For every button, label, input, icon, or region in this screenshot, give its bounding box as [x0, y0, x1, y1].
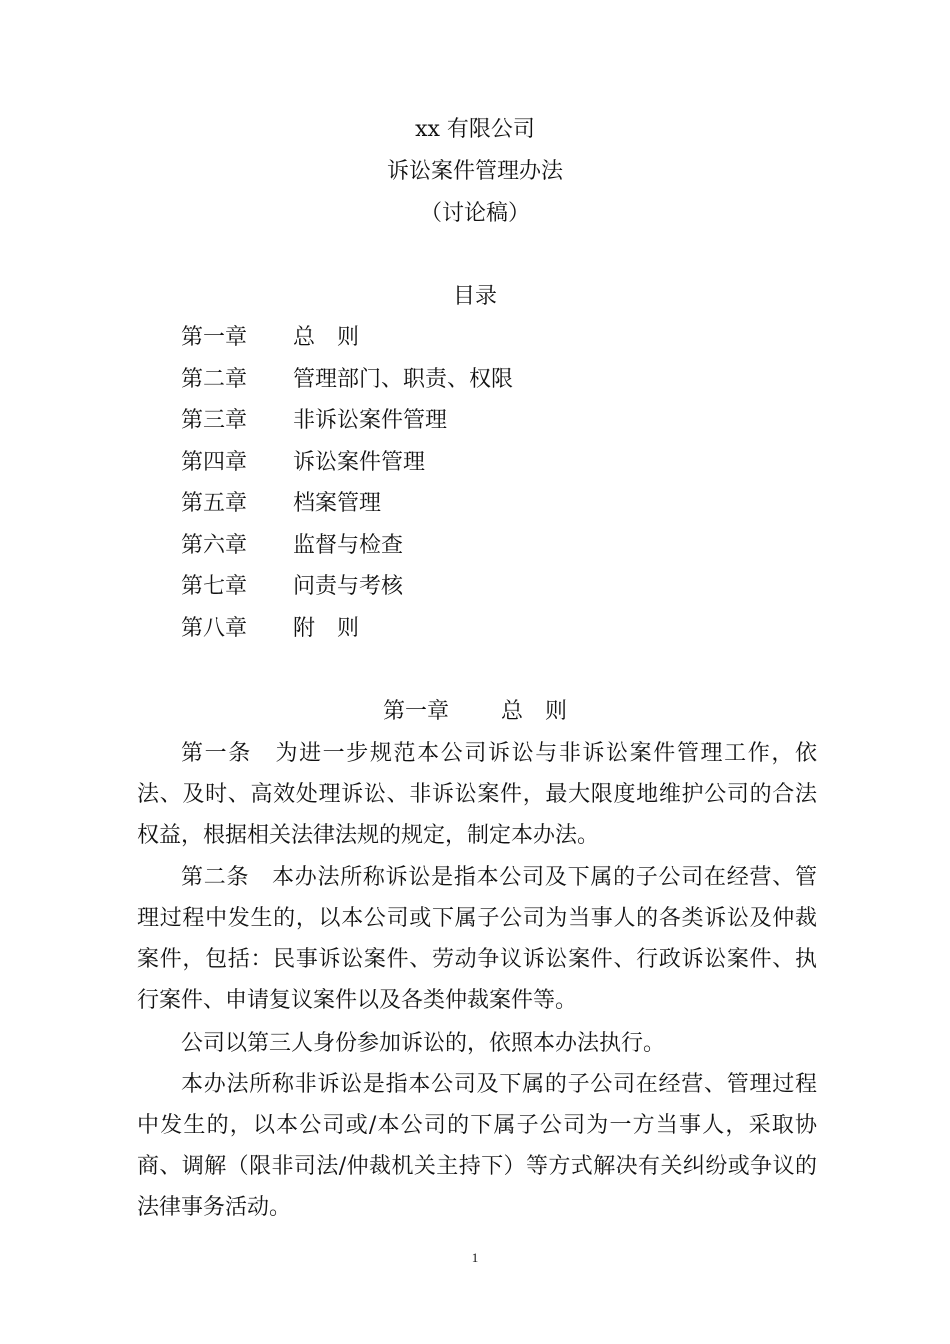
toc-chapter-number: 第四章 [181, 450, 248, 475]
toc-chapter-number: 第七章 [181, 574, 248, 599]
company-name: xx 有限公司 [415, 117, 535, 142]
article-1 [137, 733, 817, 856]
toc-chapter-title: 总 则 [293, 325, 360, 350]
toc-chapter-number: 第八章 [181, 616, 248, 641]
toc-chapter-number: 第一章 [181, 325, 248, 350]
toc-chapter-title: 非诉讼案件管理 [293, 408, 448, 433]
chapter-title: 总 则 [501, 699, 568, 724]
toc-heading: 目录 [452, 284, 497, 309]
article-2 [137, 857, 817, 1021]
toc-chapter-number: 第五章 [181, 491, 248, 516]
article-text: 本办法所称诉讼是指本公司及下属的子公司在经营、管理过程中发生的，以本公司或下属子公司为当事人的各类诉讼及仲裁案件，包括：民事诉讼案件、劳动争议诉讼案件、行政诉讼案件、执行案件、申请复议案件以及各类仲裁案件等。 [137, 865, 817, 1013]
toc-chapter-title: 档案管理 [293, 491, 382, 516]
toc-chapter-title: 管理部门、职责、权限 [293, 367, 514, 392]
draft-note: （讨论稿） [419, 201, 530, 226]
page-number: 1 [471, 1250, 479, 1265]
paragraph-third-party: 公司以第三人身份参加诉讼的，依照本办法执行。 [181, 1031, 666, 1056]
toc-chapter-title: 诉讼案件管理 [293, 450, 426, 475]
document-title: 诉讼案件管理办法 [386, 159, 563, 184]
chapter-heading [0, 697, 950, 727]
toc-chapter-title: 监督与检查 [293, 533, 404, 558]
toc-chapter-number: 第三章 [181, 408, 248, 433]
toc-chapter-number: 第二章 [181, 367, 248, 392]
paragraph-non-litigation: 本办法所称非诉讼是指本公司及下属的子公司在经营、管理过程中发生的，以本公司或/本公司的下属子公司为一方当事人，采取协商、调解（限非司法/仲裁机关主持下）等方式解决有关纠纷或争议的法律事务活动。 [137, 1072, 817, 1220]
article-label: 第二条 [181, 865, 250, 890]
article-label: 第一条 [181, 741, 252, 766]
toc-chapter-number: 第六章 [181, 533, 248, 558]
article-text: 为进一步规范本公司诉讼与非诉讼案件管理工作，依法、及时、高效处理诉讼、非诉讼案件，最大限度地维护公司的合法权益，根据相关法律法规的规定，制定本办法。 [137, 741, 817, 848]
chapter-number: 第一章 [382, 699, 449, 724]
toc-chapter-title: 问责与考核 [293, 574, 404, 599]
toc-chapter-title: 附 则 [293, 616, 360, 641]
